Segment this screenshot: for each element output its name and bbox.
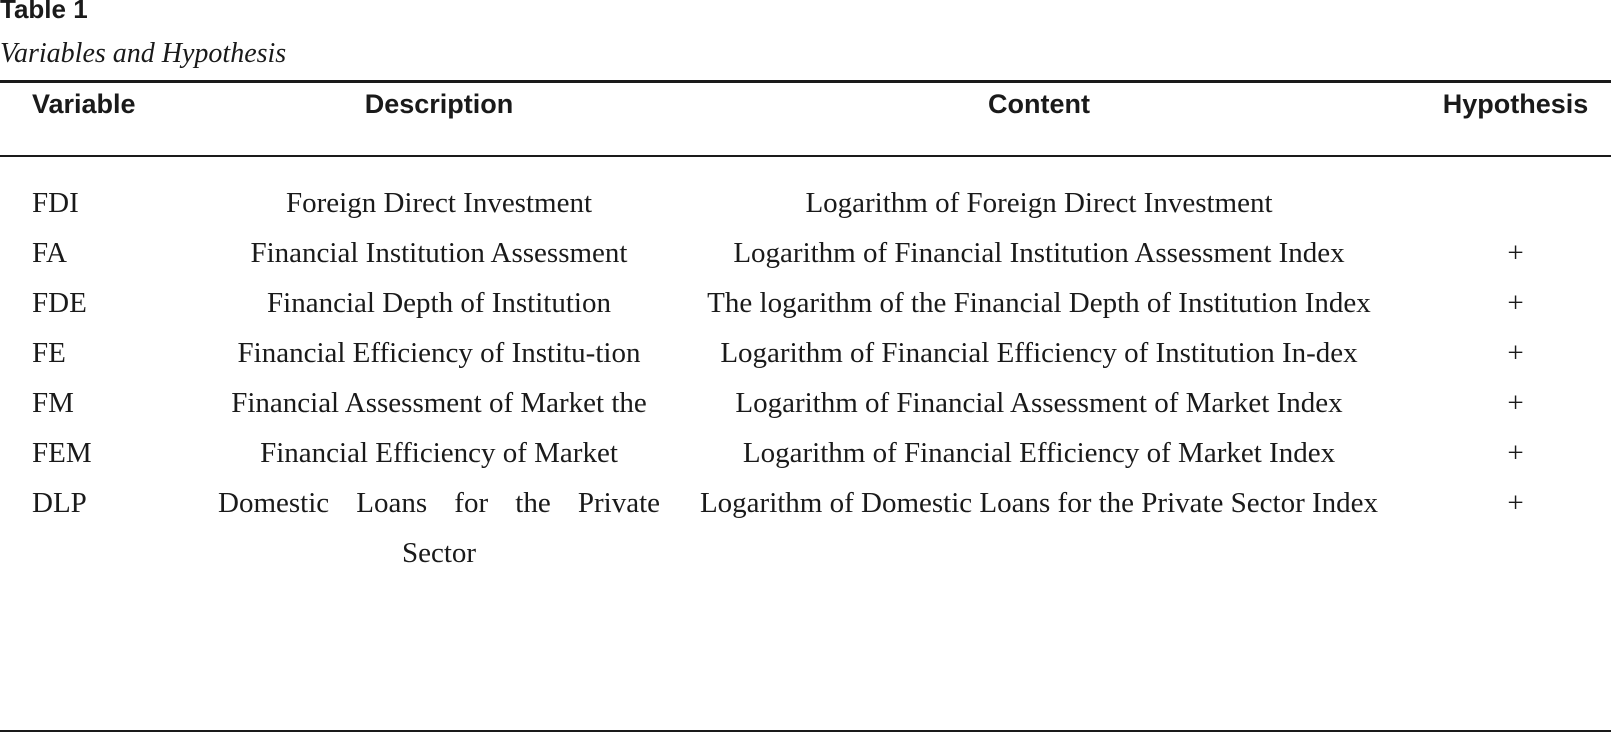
header-variable: Variable xyxy=(32,89,136,119)
cell-variable: FM xyxy=(32,387,74,419)
header-content: Content xyxy=(988,89,1090,119)
table-title: Variables and Hypothesis xyxy=(0,38,287,69)
cell-variable: FA xyxy=(32,237,67,269)
cell-variable: FDI xyxy=(32,187,79,219)
cell-hypothesis: + xyxy=(1507,437,1524,469)
table-row xyxy=(0,378,1611,428)
cell-description: Financial Assessment of Market the xyxy=(231,387,647,419)
cell-variable: FDE xyxy=(32,287,87,319)
cell-content: Logarithm of Financial Assessment of Market Index xyxy=(735,387,1343,419)
table-row xyxy=(0,428,1611,478)
cell-hypothesis: + xyxy=(1507,287,1524,319)
cell-hypothesis: + xyxy=(1507,237,1524,269)
cell-description: Financial Efficiency of Market xyxy=(260,437,618,469)
table-row xyxy=(0,328,1611,378)
cell-hypothesis: + xyxy=(1507,487,1524,519)
table-row xyxy=(0,178,1611,228)
cell-variable: DLP xyxy=(32,487,87,519)
table-label: Table 1 xyxy=(0,0,88,24)
cell-description: Foreign Direct Investment xyxy=(285,187,593,219)
cell-description: Financial Depth of Institution xyxy=(267,287,611,319)
cell-hypothesis: + xyxy=(1507,337,1524,369)
header-description: Description xyxy=(364,89,514,119)
cell-description: Financial Institution Assessment xyxy=(250,237,628,269)
cell-hypothesis: + xyxy=(1507,387,1524,419)
cell-variable: FEM xyxy=(32,437,92,469)
cell-content: Logarithm of Financial Efficiency of Market Index xyxy=(742,437,1336,469)
cell-content: Logarithm of Financial Institution Assessment Index xyxy=(733,237,1345,269)
cell-content: Logarithm of Foreign Direct Investment xyxy=(805,187,1273,219)
header-rule xyxy=(0,155,1611,157)
table-row xyxy=(0,278,1611,328)
header-hypothesis: Hypothesis xyxy=(1442,89,1589,119)
cell-description: Domestic Loans for the Private Sector xyxy=(218,487,660,569)
bottom-rule xyxy=(0,730,1611,732)
cell-content: Logarithm of Financial Efficiency of Institution In-dex xyxy=(720,337,1358,369)
cell-content: Logarithm of Domestic Loans for the Private Sector Index xyxy=(699,487,1379,519)
cell-variable: FE xyxy=(32,337,66,369)
cell-description: Financial Efficiency of Institu-tion xyxy=(237,337,641,369)
table-row xyxy=(0,228,1611,278)
cell-content: The logarithm of the Financial Depth of Institution Index xyxy=(707,287,1371,319)
table-row xyxy=(0,478,1611,578)
top-rule xyxy=(0,80,1611,83)
table-body xyxy=(0,178,1611,578)
